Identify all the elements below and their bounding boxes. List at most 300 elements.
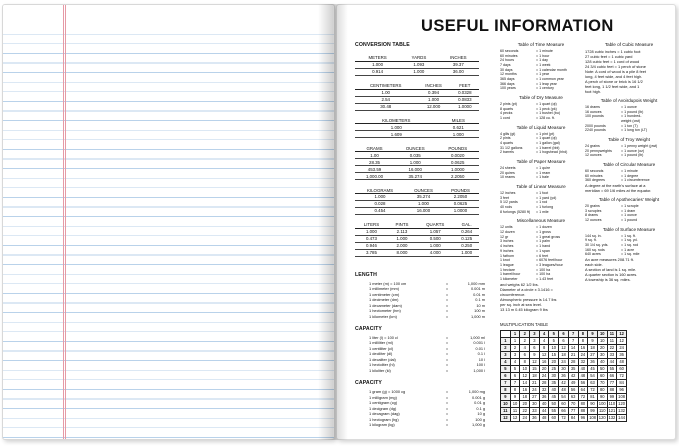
measure-left: 40 rods: [500, 205, 512, 210]
multiplication-cell: 18: [520, 394, 530, 401]
measure-right: = 1 calendar month: [536, 67, 567, 72]
conversion-cell: 28.35: [355, 159, 394, 166]
multiplication-cell: 63: [588, 380, 598, 387]
multiplication-cell: 22: [607, 345, 617, 352]
conversion-cell: 1.0000: [436, 166, 479, 173]
weight-left: 100 pounds: [585, 114, 604, 119]
multiplication-cell: 3: [501, 352, 511, 359]
conversion-cell: 12.000: [416, 103, 450, 110]
measure-left: 8 quarts: [500, 106, 513, 111]
weight-note: An acre measures 208.71 ft.: [585, 257, 634, 263]
conversion-cell: 39.37: [438, 61, 479, 68]
weight-note: foot high.: [585, 89, 602, 94]
measure-right: = 1 dozen: [536, 225, 552, 230]
weight-right: = 1 dram: [621, 208, 636, 213]
multiplication-cell: 50: [597, 366, 607, 373]
measure-right: = 1 yard (yd): [536, 195, 557, 200]
capacity-weight-row-label: 1 decigram (dg): [369, 405, 397, 411]
weight-row: [585, 128, 673, 133]
multiplication-cell: 8: [520, 359, 530, 366]
conversion-cell: 0.914: [355, 68, 400, 75]
weight-note: feet long, 1 1/2 feet wide, and 1: [585, 84, 640, 89]
multiplication-cell: 55: [607, 366, 617, 373]
measure-title: Table of Time Measure: [517, 42, 565, 47]
conversion-header-cell: LITERS: [355, 222, 388, 228]
weight-note: long, 4 feet wide, and 4 feet high.: [585, 74, 643, 79]
weight-right: weight (cwt): [621, 119, 641, 124]
measure-right: = 128 cu. ft.: [536, 116, 555, 121]
multiplication-cell: 11: [607, 338, 617, 345]
capacity-weight-row-value: 100 g: [475, 416, 485, 422]
multiplication-cell: 30: [549, 373, 559, 380]
measure-left: 365 days: [500, 77, 515, 82]
conversion-cell: 1.000: [416, 96, 450, 103]
multiplication-cell: 60: [549, 415, 559, 422]
weight-right: = 1 ounce (oz): [621, 148, 645, 153]
measure-left: 12 months: [500, 72, 517, 77]
multiplication-cell: 36: [539, 394, 549, 401]
multiplication-cell: 10: [520, 366, 530, 373]
multiplication-cell: 11: [501, 408, 511, 415]
multiplication-cell: 27: [530, 394, 540, 401]
multiplication-cell: 15: [530, 366, 540, 373]
weight-title: Table of Surface Measure: [602, 226, 656, 232]
capacity-weight-row-equals: =: [445, 389, 449, 395]
multiplication-cell: 2: [520, 331, 530, 338]
length-row-value: 0.1 m: [475, 297, 485, 303]
conversion-cell: 16.000: [394, 166, 436, 173]
multiplication-cell: 1: [510, 338, 520, 345]
conversion-cell: 3.785: [355, 249, 388, 256]
multiplication-cell: 72: [578, 394, 588, 401]
measure-right: = 1 quart (qt): [536, 102, 557, 107]
weight-title: Table of Cubic Measure: [604, 42, 654, 47]
measure-right: = 1 span: [536, 248, 550, 253]
capacity-row-value: 100 l: [476, 362, 485, 368]
weight-title: Table of Troy Weight: [608, 137, 650, 143]
multiplication-row: [501, 359, 627, 366]
weight-left: 16 drams: [585, 105, 600, 109]
measure-left: 1 kilometer: [500, 276, 518, 281]
measure-left: 1 fathom: [500, 253, 514, 258]
weight-section: [585, 98, 673, 133]
conversion-row: [355, 200, 479, 207]
weight-title: Table of Avoirdupois Weight: [600, 98, 658, 103]
measure-title: Table of Liquid Measure: [516, 124, 566, 130]
capacity-weight-list: [355, 389, 485, 427]
multiplication-cell: 10: [597, 331, 607, 338]
conversion-row: [355, 207, 479, 214]
measure-left: 3 feet: [500, 195, 509, 200]
weight-left: 144 sq. in.: [585, 233, 602, 238]
multiplication-cell: 25: [549, 366, 559, 373]
length-row-label: 1 kilometer (km): [369, 313, 397, 319]
measure-note: 13 13 m 0.45 kilogram 9 lbs: [500, 306, 548, 312]
multiplication-cell: 80: [597, 387, 607, 394]
multiplication-cell: 12: [520, 373, 530, 380]
multiplication-cell: 28: [568, 359, 578, 366]
length-row-label: 1 decameter (dam): [369, 302, 402, 308]
capacity-weight-row-equals: =: [445, 394, 449, 400]
conversion-header-cell: KILOGRAMS: [355, 187, 405, 193]
conversion-header-cell: GRAMS: [355, 145, 394, 151]
multiplication-cell: 12: [539, 352, 549, 359]
conversion-header-cell: INCHES: [438, 55, 479, 61]
multiplication-cell: 5: [510, 366, 520, 373]
multiplication-cell: 6: [530, 345, 540, 352]
conversion-column: [355, 42, 485, 428]
measure-title: Table of Linear Measure: [516, 184, 566, 190]
multiplication-cell: 48: [539, 415, 549, 422]
multiplication-cell: 40: [578, 366, 588, 373]
conversion-header-row: [355, 145, 479, 151]
length-row-equals: =: [445, 302, 449, 308]
multiplication-cell: [501, 331, 511, 338]
multiplication-cell: 5: [549, 331, 559, 338]
conversion-cell: 0.0625: [442, 200, 479, 207]
multiplication-cell: 88: [578, 408, 588, 415]
capacity-weight-section: [355, 380, 485, 427]
length-row-equals: =: [445, 313, 449, 319]
measure-right: = 3 leagues/hour: [536, 262, 563, 267]
book-gutter: [318, 4, 348, 440]
multiplication-section: [500, 322, 627, 422]
multiplication-cell: 77: [607, 380, 617, 387]
multiplication-cell: 56: [578, 380, 588, 387]
multiplication-cell: 44: [539, 408, 549, 415]
multiplication-cell: 42: [559, 380, 569, 387]
multiplication-cell: 16: [520, 387, 530, 394]
weight-title: Table of Circular Measure: [602, 162, 656, 168]
measure-right: = 1.43 feet: [536, 276, 554, 281]
measure-left: 24 sheets: [500, 166, 516, 171]
conversion-cell: 4.000: [416, 249, 454, 256]
capacity-row-equals: =: [445, 340, 449, 346]
multiplication-cell: 36: [588, 359, 598, 366]
multiplication-cell: 12: [510, 415, 520, 422]
weight-right: = 1 circumference: [621, 178, 650, 183]
conversion-cell: 1.000: [355, 61, 400, 68]
multiplication-cell: 12: [617, 331, 627, 338]
conversion-table: [355, 83, 479, 111]
multiplication-cell: 120: [618, 401, 626, 407]
measure-left: 7 days: [500, 63, 511, 68]
multiplication-cell: 30: [597, 352, 607, 359]
conversion-cell: 0.0833: [451, 96, 479, 103]
multiplication-row: [501, 352, 627, 359]
conversion-cell: 35.274: [394, 173, 436, 180]
multiplication-row: [501, 415, 627, 422]
capacity-row-label: 1 kiloliter (kl): [369, 367, 391, 373]
multiplication-cell: 8: [578, 331, 588, 338]
multiplication-cell: 14: [568, 345, 578, 352]
weight-left: 160 sq. rods: [585, 247, 605, 252]
measure-right: = 1 rod: [536, 200, 548, 205]
conversion-title: CONVERSION TABLE: [355, 42, 410, 48]
measure-right: = 1 bale: [536, 175, 549, 180]
capacity-weight-row-label: 1 kilogram (kg): [369, 422, 395, 428]
measures-column: [500, 42, 582, 312]
multiplication-cell: 4: [510, 359, 520, 366]
weight-right: = 1 pound (lb): [621, 109, 644, 114]
measure-right: = 1 day: [536, 58, 548, 63]
measure-right: = 1 quart (qt): [536, 136, 557, 141]
multiplication-cell: 121: [608, 408, 616, 414]
length-row-value: 0.001 m: [470, 286, 485, 292]
capacity-row-equals: =: [445, 345, 449, 351]
measure-right: = 1 bushel (bu): [536, 111, 561, 116]
weight-note: meridian = 69 1/6 miles at the equator.: [585, 188, 652, 194]
measure-left: 5 1/2 yards: [500, 200, 518, 205]
multiplication-row: [501, 345, 627, 352]
multiplication-cell: 32: [539, 387, 549, 394]
conversion-cell: 1.00: [355, 89, 416, 96]
measure-left: 31 1/2 gallons: [500, 145, 523, 150]
multiplication-cell: 48: [617, 359, 627, 366]
measure-row: [500, 277, 582, 282]
multiplication-cell: 30: [530, 401, 540, 408]
multiplication-cell: 8: [539, 345, 549, 352]
capacity-weight-row-equals: =: [445, 411, 449, 417]
conversion-cell: 0.621: [438, 124, 479, 131]
conversion-header-cell: METERS: [355, 55, 400, 61]
multiplication-row: [501, 394, 627, 401]
measure-right: = 1 gross: [536, 230, 551, 235]
multiplication-cell: 80: [578, 401, 588, 408]
measure-left: 366 days: [500, 81, 515, 86]
multiplication-cell: 4: [501, 359, 511, 366]
length-row-label: 1 hectometer (hm): [369, 308, 401, 314]
conversion-cell: 0.0328: [451, 89, 479, 96]
capacity-weight-row-value: 0.1 g: [476, 405, 485, 411]
multiplication-cell: 66: [607, 373, 617, 380]
measure-left: 4 inches: [500, 244, 514, 249]
weight-section: [585, 162, 673, 193]
measure-right: = 1 peck (pk): [536, 106, 557, 111]
multiplication-cell: 84: [568, 415, 578, 422]
multiplication-cell: 108: [589, 415, 596, 421]
multiplication-row: [501, 373, 627, 380]
multiplication-cell: 24: [520, 415, 530, 422]
weight-section: [585, 227, 673, 282]
measure-section: [500, 159, 582, 180]
measure-right: = 6076 feet/hour: [536, 258, 563, 263]
weight-note: A perch of stone or brick is 16 1/2: [585, 79, 643, 84]
measure-right: = 1 year: [536, 72, 550, 77]
multiplication-cell: 144: [618, 415, 626, 421]
capacity-weight-row-equals: =: [445, 422, 449, 428]
multiplication-cell: 24: [578, 352, 588, 359]
weight-right: = 1 minute: [621, 169, 638, 174]
capacity-weight-row-label: 1 decagram (dag): [369, 411, 400, 417]
weight-left: 8 drams: [585, 213, 598, 218]
conversion-header-cell: PINTS: [388, 222, 416, 228]
length-section: [355, 272, 485, 319]
conversion-row: [355, 124, 479, 131]
capacity-row-value: 1,000 l: [473, 367, 485, 373]
margin-line-double: [65, 5, 66, 439]
measure-left: 12 gr: [500, 234, 509, 239]
measure-left: 1 hectare: [500, 267, 515, 272]
conversion-header-cell: POUNDS: [442, 187, 479, 193]
multiplication-cell: 50: [549, 401, 559, 408]
multiplication-cell: 18: [530, 373, 540, 380]
page-title: USEFUL INFORMATION: [421, 17, 614, 35]
conversion-cell: 1.000: [388, 235, 416, 242]
multiplication-cell: 10: [501, 401, 511, 408]
conversion-cell: 1.000: [355, 228, 388, 235]
multiplication-cell: 3: [510, 352, 520, 359]
measure-title: Table of Dry Measure: [519, 95, 563, 101]
multiplication-row: [501, 387, 627, 394]
conversion-row: [355, 242, 479, 249]
measure-left: 1 barrel/hour: [500, 272, 521, 277]
capacity-row-equals: =: [445, 351, 449, 357]
conversion-cell: 1.000: [438, 131, 479, 138]
conversion-header-cell: INCHES: [416, 83, 450, 89]
multiplication-cell: 55: [549, 408, 559, 415]
capacity-row-value: 10 l: [478, 356, 485, 362]
weight-left: 3 scruples: [585, 208, 602, 213]
multiplication-cell: 33: [607, 352, 617, 359]
multiplication-cell: 2: [520, 338, 530, 345]
multiplication-row: [501, 401, 627, 408]
measure-left: 2 barrels: [500, 150, 514, 155]
multiplication-cell: 40: [549, 387, 559, 394]
length-row-equals: =: [445, 297, 449, 303]
conversion-header-cell: FEET: [451, 83, 479, 89]
conversion-cell: 0.028: [355, 200, 405, 207]
weight-right: = 1 hundred-: [621, 114, 642, 119]
measure-left: 2 pints (pt): [500, 102, 517, 107]
multiplication-cell: 30: [559, 366, 569, 373]
multiplication-cell: 24: [617, 345, 627, 352]
multiplication-cell: 20: [520, 401, 530, 408]
measure-left: 9 inches: [500, 248, 514, 253]
conversion-row: [355, 249, 479, 256]
multiplication-cell: 12: [559, 345, 569, 352]
capacity-row-label: 1 hectoliter (hl): [369, 362, 395, 368]
conversion-row: [355, 166, 479, 173]
weight-note: 1728 cubic inches = 1 cubic foot: [585, 49, 641, 54]
capacity-row-value: 0.01 l: [475, 345, 485, 351]
multiplication-cell: 33: [530, 408, 540, 415]
multiplication-cell: 7: [568, 338, 578, 345]
length-title: LENGTH: [355, 271, 377, 278]
multiplication-cell: 70: [597, 380, 607, 387]
measure-left: 1 cord: [500, 116, 510, 121]
measure-note: and weighs 62 1/2 lbs.: [500, 281, 539, 287]
multiplication-cell: 35: [568, 366, 578, 373]
conversion-table: [355, 55, 479, 76]
multiplication-cell: 99: [607, 394, 617, 401]
multiplication-cell: 132: [618, 408, 626, 414]
weight-right: = 1 sq. ft.: [621, 233, 636, 238]
multiplication-cell: 16: [539, 359, 549, 366]
measure-left: 4 gills (gi): [500, 131, 516, 136]
multiplication-cell: 1: [510, 331, 520, 338]
reference-page: [336, 4, 676, 440]
measure-row: [500, 175, 582, 180]
conversion-row: [355, 228, 479, 235]
multiplication-cell: 6: [559, 331, 569, 338]
multiplication-cell: 60: [597, 373, 607, 380]
multiplication-cell: 90: [588, 401, 598, 408]
length-row-equals: =: [445, 291, 449, 297]
conversion-header-row: [355, 55, 479, 61]
capacity-weight-row-value: 1,000 mg: [468, 389, 485, 395]
capacity-weight-row-label: 1 centigram (cg): [369, 400, 398, 406]
conversion-cell: 1.000: [454, 249, 479, 256]
capacity-row: [369, 368, 485, 373]
multiplication-cell: 88: [607, 387, 617, 394]
capacity-title: CAPACITY: [355, 325, 382, 332]
measure-left: 60 seconds: [500, 49, 519, 53]
multiplication-cell: 2: [510, 345, 520, 352]
multiplication-cell: 12: [501, 415, 511, 422]
measure-left: 24 hours: [500, 58, 514, 63]
weight-left: 20 grains: [585, 204, 600, 209]
multiplication-cell: 24: [539, 373, 549, 380]
measure-left: 4 quarts: [500, 141, 513, 146]
measure-row: [500, 210, 582, 215]
conversion-header-cell: CENTIMETERS: [355, 83, 416, 89]
conversion-cell: 2.2050: [442, 193, 479, 200]
conversion-row: [355, 193, 479, 200]
weight-left: 9 sq. ft.: [585, 238, 597, 243]
measure-row: [500, 86, 582, 91]
multiplication-cell: 10: [597, 338, 607, 345]
weight-right: = 1 ounce: [621, 105, 637, 109]
measure-left: 10 reams: [500, 175, 515, 180]
capacity-section: [355, 326, 485, 373]
conversion-cell: 1.000: [355, 124, 438, 131]
measure-left: 8 furlongs (5280 ft): [500, 209, 531, 214]
multiplication-cell: 36: [530, 415, 540, 422]
weight-section: [585, 42, 673, 94]
measure-right: = 1 foot: [536, 191, 549, 196]
multiplication-cell: 45: [588, 366, 598, 373]
measure-title: Table of Paper Measure: [516, 159, 566, 165]
conversion-table: [355, 118, 479, 139]
multiplication-cell: 72: [588, 387, 598, 394]
multiplication-cell: 8: [501, 387, 511, 394]
length-list: [355, 281, 485, 319]
conversion-row: [355, 96, 479, 103]
multiplication-cell: 24: [559, 359, 569, 366]
weight-title: Table of Apothecaries' Weight: [598, 197, 660, 203]
multiplication-cell: 49: [568, 380, 578, 387]
weight-left: 2000 pounds: [585, 123, 606, 128]
measure-right: = 6 feet: [536, 253, 549, 258]
length-row-value: 0.01 m: [473, 291, 485, 297]
capacity-row-value: 0.001 l: [473, 340, 485, 346]
measure-section: [500, 184, 582, 214]
length-row-value: 1,000 m: [470, 313, 485, 319]
weight-left: 16 ounces: [585, 109, 602, 114]
multiplication-cell: 27: [588, 352, 598, 359]
multiplication-cell: 99: [588, 408, 598, 415]
multiplication-cell: 7: [501, 380, 511, 387]
measure-left: 1 knot: [500, 258, 510, 263]
multiplication-cell: 4: [539, 338, 549, 345]
conversion-cell: 1.093: [400, 61, 437, 68]
conversion-header-cell: OUNCES: [405, 187, 442, 193]
conversion-cell: 30.48: [355, 103, 416, 110]
conversion-cell: 0.125: [454, 235, 479, 242]
weight-section: [585, 137, 673, 158]
multiplication-row: [501, 331, 627, 338]
